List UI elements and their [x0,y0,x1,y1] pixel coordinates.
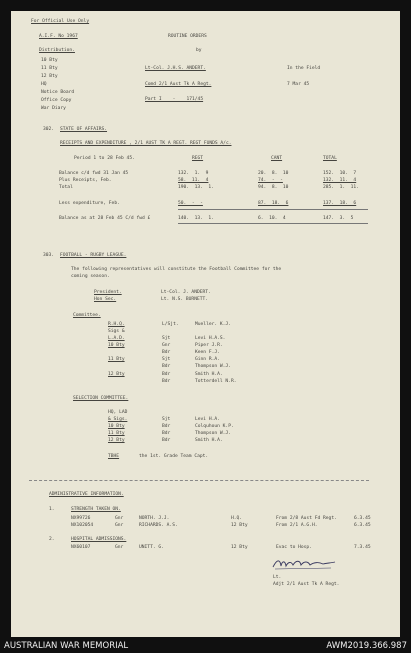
distribution-item: 11 Bty [41,66,58,71]
admin-item-number: 2. [49,537,55,542]
document-ref: A.I.F. No 1967 [39,34,78,39]
committee-rank: Sjt [162,336,171,341]
document-title: ROUTINE ORDERS [168,34,207,39]
selection-committee-label: SELECTION COMMITTEE. [73,396,129,401]
committee-name: Piper J.R. [195,343,223,348]
ledger-total: 152. 10. 7 [323,171,357,176]
team-captain-text: the 1st. Grade Team Capt. [139,454,209,459]
column-header: TOTAL [323,156,337,161]
order-part: Part I - 171/45 [145,97,204,102]
selection-name: Levi H.A. [195,417,220,422]
commander-name: Lt-Col. J.H.S. ANDERT. [145,66,206,71]
rank: Gnr [115,523,124,528]
unit-name: Comd 2/1 Aust Tk A Regt. [145,82,212,87]
section-subtitle: RECEIPTS AND EXPENDITURE , 2/1 AUST TK A REGT. REGT FUNDS A/c. [60,141,232,146]
transfer-from: From 2/1 A.G.H. [276,523,318,528]
transfer-from: Evac to Hosp. [276,545,312,550]
transfer-from: From 2/8 Aust Fd Regt. [276,516,337,521]
committee-name: Ginn R.A. [195,357,220,362]
selection-name: Colquhoun K.P. [195,424,234,429]
transfer-date: 6.3.45 [354,516,371,521]
committee-rank: L/Sjt. [162,322,179,327]
ledger-regt: 140. 13. 1. [178,216,214,221]
section-title: FOOTBALL - RUGBY LEAGUE. [60,253,127,258]
ledger-rule [178,209,368,210]
ledger-label: Balance as at 28 Feb 45 C/d fwd £ [59,216,151,221]
committee-unit: Sigs & [108,329,125,334]
ledger-label: Less expenditure, Feb. [59,201,120,206]
committee-unit: 12 Bty [108,372,125,377]
ledger-rule [178,223,368,224]
service-number: NX60107 [71,545,91,550]
committee-unit: 10 Bty [108,343,125,348]
selection-rank: Sjt [162,417,171,422]
distribution-item: 10 Bty [41,58,58,63]
soldier-name: NORTH. J.J. [139,516,170,521]
selection-name: Thompson W.J. [195,431,231,436]
committee-unit: R.H.Q. [108,322,125,327]
soldier-name: RICHARDS. A.S. [139,523,178,528]
rank: Gnr [115,545,124,550]
section-title: STATE OF AFFAIRS. [60,127,108,132]
committee-unit: L.A.D. [108,336,125,341]
ledger-total: 132. 11. 4 [323,178,357,183]
archive-footer [0,639,411,653]
selection-unit: 10 Bty [108,424,125,429]
selection-unit: HQ, LAD [108,410,128,415]
column-header: CANT [271,156,283,161]
handwritten-signature [271,557,337,571]
committee-name: Mueller. K.J. [195,322,231,327]
committee-rank: Bdr [162,364,171,369]
committee-rank: Gnr [162,343,171,348]
president-name: Lt-Col. J. ANDERT. [161,290,211,295]
ledger-label: Balance c/d fwd 31 Jan 45 [59,171,129,176]
ledger-regt: 132. 1. 9 [178,171,209,176]
committee-name: Keen F.J. [195,350,220,355]
distribution-item: 12 Bty [41,74,58,79]
ledger-cant: 6. 10. 4 [258,216,286,221]
signer-rank: Lt. [273,575,282,580]
selection-rank: Bdr [162,424,171,429]
committee-name: Totterdell N.R. [195,379,237,384]
ledger-cant: 20. 8. 10 [258,171,289,176]
order-date: 7 Mar 45 [287,82,310,87]
distribution-item: HQ [41,82,47,87]
column-header: REGT [192,156,204,161]
committee-rank: Sjt [162,357,171,362]
soldier-unit: 12 Bty [231,545,248,550]
committee-name: Thompson W.J. [195,364,231,369]
committee-rank: Bdr [162,350,171,355]
admin-title: ADMINISTRATIVE INFORMATION. [49,492,124,497]
ledger-regt: 58. 11. 4 [178,178,209,183]
service-number: NX102054 [71,523,94,528]
soldier-unit: 12 Bty [231,523,248,528]
distribution-item: Notice Board [41,90,75,95]
admin-item-number: 1. [49,507,55,512]
admin-item-title: STRENGTH TAKEN ON. [71,507,121,512]
committee-rank: Bdr [162,372,171,377]
selection-unit: 11 Bty [108,431,125,436]
soldier-name: UNITT. G. [139,545,164,550]
ledger-label: Total [59,185,73,190]
distribution-item: Office Copy [41,98,72,103]
admin-item-title: HOSPITAL ADMISSIONS. [71,537,127,542]
field-location: In the Field [287,66,321,71]
committee-unit: 11 Bty [108,357,125,362]
committee-name: Levi H.A.S. [195,336,226,341]
committee-label: Committee. [73,313,101,318]
soldier-unit: H.Q. [231,516,243,521]
section-number: 303. [43,253,55,258]
ledger-total: 147. 3. 5 [323,216,354,221]
ledger-label: Plus Receipts, Feb. [59,178,112,183]
ledger-cant: 74. - - [258,178,283,183]
selection-rank: Bdr [162,438,171,443]
intro-line: coming season. [71,274,110,279]
intro-line: The following representatives will constitute the Football Committee for the [71,267,282,272]
ledger-cant: 87. 18. 6 [258,201,289,206]
period-label: Period 1 to 28 Feb 45. [74,156,135,161]
team-captain-label: TBHE [108,454,120,459]
ledger-regt: 50. - - [178,201,203,206]
ledger-cant: 94. 8. 10 [258,185,289,190]
classification: For Official Use Only [31,19,90,24]
distribution-item: War Diary [41,106,66,111]
by-label: by [196,48,202,53]
ledger-total: 137. 18. 6 [323,201,357,206]
ledger-total: 285. 1. 11. [323,185,359,190]
section-divider [29,480,369,481]
distribution-label: Distribution. [39,48,75,53]
archive-accession-number: AWM2019.366.987 [326,641,407,651]
selection-unit: & Sigs. [108,417,128,422]
committee-rank: Bdr [162,379,171,384]
transfer-date: 7.3.45 [354,545,371,550]
archive-name: AUSTRALIAN WAR MEMORIAL [4,641,129,651]
signature-block: Adjt 2/1 Aust Tk A Regt. [273,582,340,587]
transfer-date: 6.3.45 [354,523,371,528]
document-page [11,11,400,637]
section-number: 302. [43,127,55,132]
selection-unit: 12 Bty [108,438,125,443]
service-number: NX99726 [71,516,91,521]
committee-name: Smith H.A. [195,372,223,377]
ledger-regt: 190. 13. 1. [178,185,214,190]
hon-sec-name: Lt. N.S. BURNETT. [161,297,209,302]
selection-rank: Bdr [162,431,171,436]
rank: Gnr [115,516,124,521]
selection-name: Smith H.A. [195,438,223,443]
hon-sec-label: Hon Sec. [94,297,117,302]
president-label: President. [94,290,122,295]
